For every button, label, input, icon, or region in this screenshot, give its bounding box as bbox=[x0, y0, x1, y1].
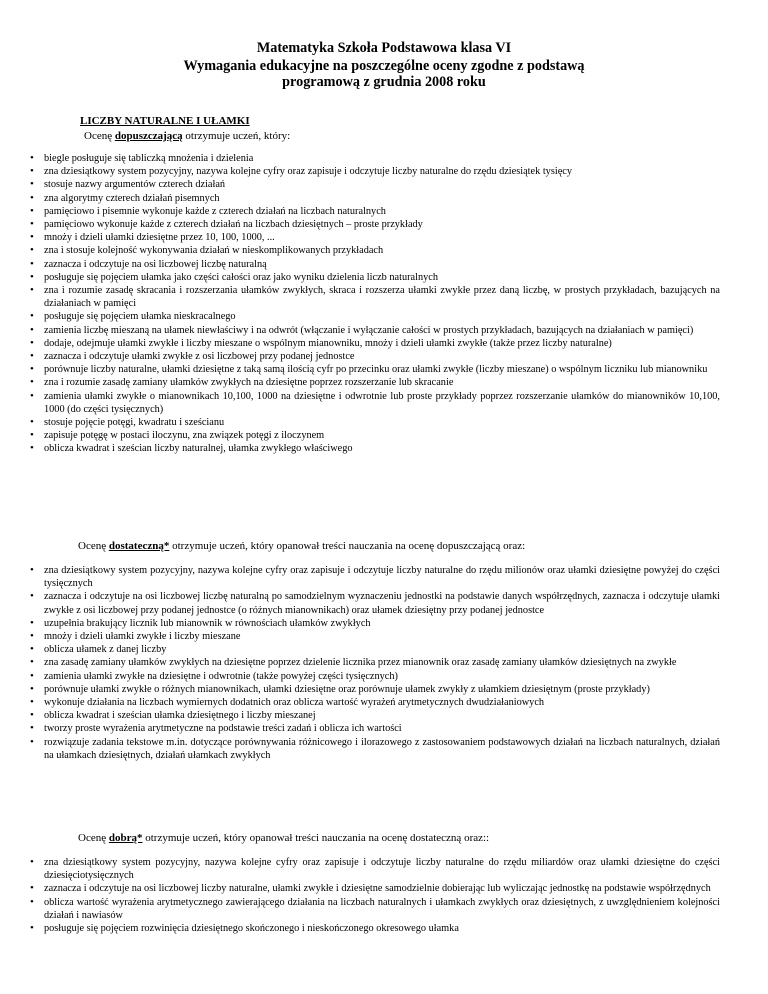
requirement-item: • pamięciowo wykonuje każde z czterech działań na liczbach dziesiętnych – proste przykłady bbox=[28, 218, 720, 231]
requirement-item: • zna dziesiątkowy system pozycyjny, nazywa kolejne cyfry oraz zapisuje i odczytuje liczby naturalne do rzędu milionów oraz ułamki dziesiętne powyżej do części tysięcznych bbox=[28, 564, 720, 590]
requirement-item: • zaznacza i odczytuje na osi liczbowej liczby naturalne, ułamki zwykłe i dziesiętne samodzielnie dobierając lub wyliczając jednostkę na podstawie współrzędnych bbox=[28, 882, 720, 895]
document-title-requirements: Wymagania edukacyjne na poszczególne oceny zgodne z podstawą bbox=[183, 58, 585, 74]
requirement-item: • oblicza kwadrat i sześcian ułamka dziesiętnego i liczby mieszanej bbox=[28, 709, 720, 722]
requirements-list-dopuszczajaca bbox=[28, 152, 720, 456]
grade-intro-dobra bbox=[78, 832, 489, 845]
requirement-item: • zna zasadę zamiany ułamków zwykłych na dziesiętne poprzez dzielenie licznika przez mianownik oraz zasadę zamiany ułamków dziesiętnych na zwykłe bbox=[28, 656, 720, 669]
requirement-item: • zna i rozumie zasadę skracania i rozszerzania ułamków zwykłych, skraca i rozszerza ułamki zwykłe przez daną liczbę, w prostych przykładach, bazujących na działaniach w pamięci bbox=[28, 284, 720, 310]
requirement-item: • zapisuje potęgę w postaci iloczynu, zna związek potęgi z iloczynem bbox=[28, 429, 720, 442]
requirement-item: • dodaje, odejmuje ułamki zwykłe i liczby mieszane o wspólnym mianowniku, mnoży i dzieli ułamki zwykłe (także przez liczby naturalne) bbox=[28, 337, 720, 350]
requirement-item: • mnoży i dzieli ułamki dziesiętne przez 10, 100, 1000, ... bbox=[28, 231, 720, 244]
requirement-item: • posługuje się pojęciem ułamka nieskracalnego bbox=[28, 310, 720, 323]
document-title-subject: Matematyka Szkoła Podstawowa klasa VI bbox=[256, 40, 512, 56]
requirements-list-dobra bbox=[28, 856, 720, 935]
requirement-item: • zaznacza i odczytuje ułamki zwykłe z osi liczbowej przy podanej jednostce bbox=[28, 350, 720, 363]
requirement-item: • zna dziesiątkowy system pozycyjny, nazywa kolejne cyfry oraz zapisuje i odczytuje liczby naturalne do rzędu miliardów oraz ułamki dziesiętne do części dziesięciotysięcznych bbox=[28, 856, 720, 882]
requirement-item: • wykonuje działania na liczbach wymiernych dodatnich oraz oblicza wartość wyrażeń arytmetycznych dwudziałaniowych bbox=[28, 696, 720, 709]
requirement-item: • oblicza kwadrat i sześcian liczby naturalnej, ułamka zwykłego właściwego bbox=[28, 442, 720, 455]
requirement-item: • oblicza wartość wyrażenia arytmetycznego zawierającego działania na liczbach naturalnych i ułamkach zwykłych oraz dziesiętnych, z uwzględnieniem kolejności działań i nawiasów bbox=[28, 896, 720, 922]
requirement-item: • stosuje pojęcie potęgi, kwadratu i sześcianu bbox=[28, 416, 720, 429]
requirement-item: • zaznacza i odczytuje na osi liczbowej liczbę naturalną po samodzielnym wyznaczeniu jednostki na podstawie danych współrzędnych, zaznacza i odczytuje ułamki zwykłe z osi liczbowej przy podanej jednostce (o różnych mianownikach) oraz ułamek dziesiętny przy podanej jednostce bbox=[28, 590, 720, 616]
requirement-item: • pamięciowo i pisemnie wykonuje każde z czterech działań na liczbach naturalnych bbox=[28, 205, 720, 218]
grade-intro-after: otrzymuje uczeń, który opanował treści nauczania na ocenę dostateczną oraz:: bbox=[142, 832, 490, 844]
grade-name: dopuszczającą bbox=[114, 130, 183, 142]
requirement-item: • zna algorytmy czterech działań pisemnych bbox=[28, 192, 720, 205]
requirement-item: • zamienia ułamki zwykłe na dziesiętne i odwrotnie (także powyżej części tysięcznych) bbox=[28, 670, 720, 683]
requirement-item: • biegle posługuje się tabliczką mnożenia i dzielenia bbox=[28, 152, 720, 165]
requirement-item: • posługuje się pojęciem rozwinięcia dziesiętnego skończonego i nieskończonego okresowego ułamka bbox=[28, 922, 720, 935]
requirement-item: • zamienia ułamki zwykłe o mianownikach 10,100, 1000 na dziesiętne i odwrotnie lub proste przykłady poprzez rozszerzanie ułamków do mianowników 10,100, 1000 (do części tysięcznych) bbox=[28, 390, 720, 416]
requirement-item: • mnoży i dzieli ułamki zwykłe i liczby mieszane bbox=[28, 630, 720, 643]
requirement-item: • oblicza ułamek z danej liczby bbox=[28, 643, 720, 656]
grade-name: dostateczną* bbox=[108, 540, 170, 552]
requirement-item: • uzupełnia brakujący licznik lub mianownik w równościach ułamków zwykłych bbox=[28, 617, 720, 630]
requirement-item: • porównuje ułamki zwykłe o różnych mianownikach, ułamki dziesiętne oraz porównuje ułamek zwykły z ułamkiem dziesiętnym (proste przykłady) bbox=[28, 683, 720, 696]
requirement-item: • porównuje liczby naturalne, ułamki dziesiętne z taką samą ilością cyfr po przecinku oraz ułamki zwykłe (liczby mieszane) o wspólnym liczniku lub mianowniku bbox=[28, 363, 720, 376]
document-title-curriculum: programową z grudnia 2008 roku bbox=[282, 74, 486, 90]
requirement-item: • zaznacza i odczytuje na osi liczbowej liczbę naturalną bbox=[28, 258, 720, 271]
requirement-item: • tworzy proste wyrażenia arytmetyczne na podstawie treści zadań i oblicza ich wartości bbox=[28, 722, 720, 735]
requirement-item: • rozwiązuje zadania tekstowe m.in. dotyczące porównywania różnicowego i ilorazowego z zastosowaniem podstawowych działań na liczbach naturalnych, działań na ułamkach dziesiętnych, działań ułamkach zwykłych bbox=[28, 736, 720, 762]
grade-intro-dostateczna bbox=[78, 540, 525, 553]
requirements-list-dostateczna bbox=[28, 564, 720, 762]
grade-intro-after: otrzymuje uczeń, który: bbox=[182, 130, 291, 142]
grade-intro-before: Ocenę bbox=[84, 130, 115, 142]
requirement-item: • posługuje się pojęciem ułamka jako części całości oraz jako wyniku dzielenia liczb naturalnych bbox=[28, 271, 720, 284]
grade-intro-after: otrzymuje uczeń, który opanował treści nauczania na ocenę dopuszczającą oraz: bbox=[169, 540, 526, 552]
requirement-item: • zna i stosuje kolejność wykonywania działań w nieskomplikowanych przykładach bbox=[28, 244, 720, 257]
section-heading: LICZBY NATURALNE I UŁAMKI bbox=[80, 115, 250, 127]
grade-intro-before: Ocenę bbox=[78, 540, 109, 552]
requirement-item: • zna dziesiątkowy system pozycyjny, nazywa kolejne cyfry oraz zapisuje i odczytuje liczby naturalne do rzędu dziesiątek tysięcy bbox=[28, 165, 720, 178]
grade-intro-before: Ocenę bbox=[78, 832, 109, 844]
requirement-item: • stosuje nazwy argumentów czterech działań bbox=[28, 178, 720, 191]
requirement-item: • zna i rozumie zasadę zamiany ułamków zwykłych na dziesiętne poprzez rozszerzanie lub skracanie bbox=[28, 376, 720, 389]
requirement-item: • zamienia liczbę mieszaną na ułamek niewłaściwy i na odwrót (włączanie i wyłączanie całości w prostych przykładach, bazujących na działaniach w pamięci) bbox=[28, 324, 720, 337]
grade-name: dobrą* bbox=[108, 832, 143, 844]
grade-intro-dopuszczajaca bbox=[84, 130, 290, 143]
